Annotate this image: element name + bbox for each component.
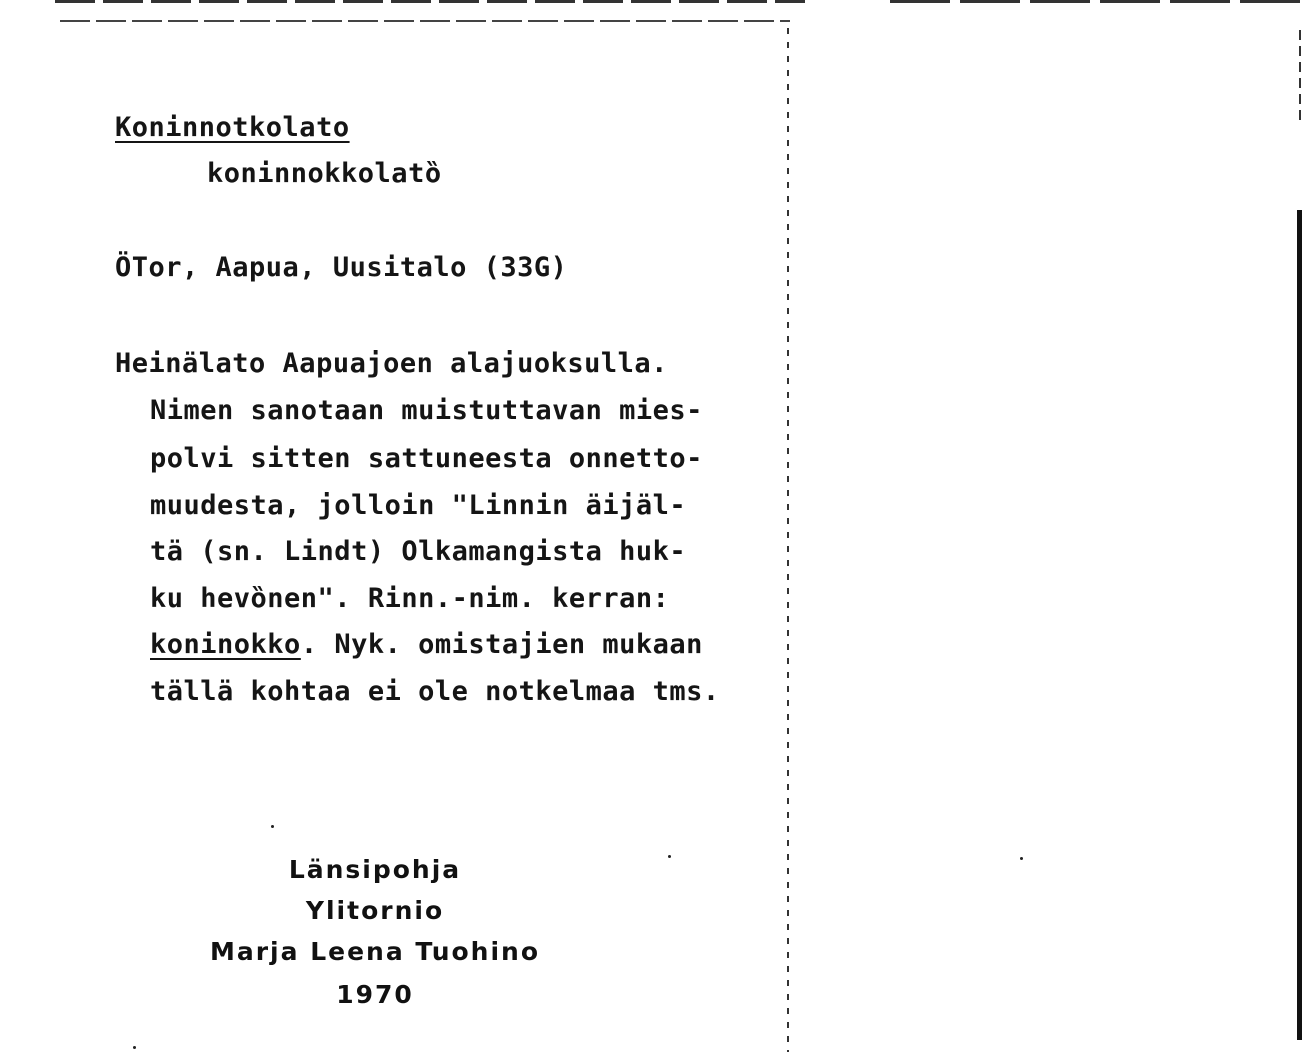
description-line-5: tä (sn. Lindt) Olkamangista huk- [150,536,687,567]
related-name: koninokko [150,629,301,660]
stamp-region: Länsipohja [288,855,462,884]
right-edge-line-top [1299,30,1301,120]
description-line-1: Heinälato Aapuajoen alajuoksulla. [115,348,668,379]
description-line-3: polvi sitten sattuneesta onnetto- [150,443,703,474]
description-line-6: ku hevȍnen". Rinn.-nim. kerran: [150,583,670,614]
description-line-4: muudesta, jolloin "Linnin äijäl- [150,490,687,521]
description-line-7 [150,629,703,660]
description-line-8: tällä kohtaa ei ole notkelmaa tms. [150,676,720,707]
top-edge-line-right [890,0,1305,3]
stamp-collector: Marja Leena Tuohino [209,937,541,966]
source-informant: ÖTor, Aapua, Uusitalo (33G) [115,252,568,283]
entry-heading: Koninnotkolato [115,112,350,143]
speck [1020,857,1023,860]
description-line-2: Nimen sanotaan muistuttavan mies- [150,395,703,426]
right-edge-line [1297,210,1302,1040]
stamp-parish: Ylitornio [305,896,445,925]
pronunciation: koninnokkolatȍ [207,158,442,189]
description-line-7-rest: . Nyk. omistajien mukaan [300,629,703,660]
stamp-year: 1970 [336,980,414,1009]
